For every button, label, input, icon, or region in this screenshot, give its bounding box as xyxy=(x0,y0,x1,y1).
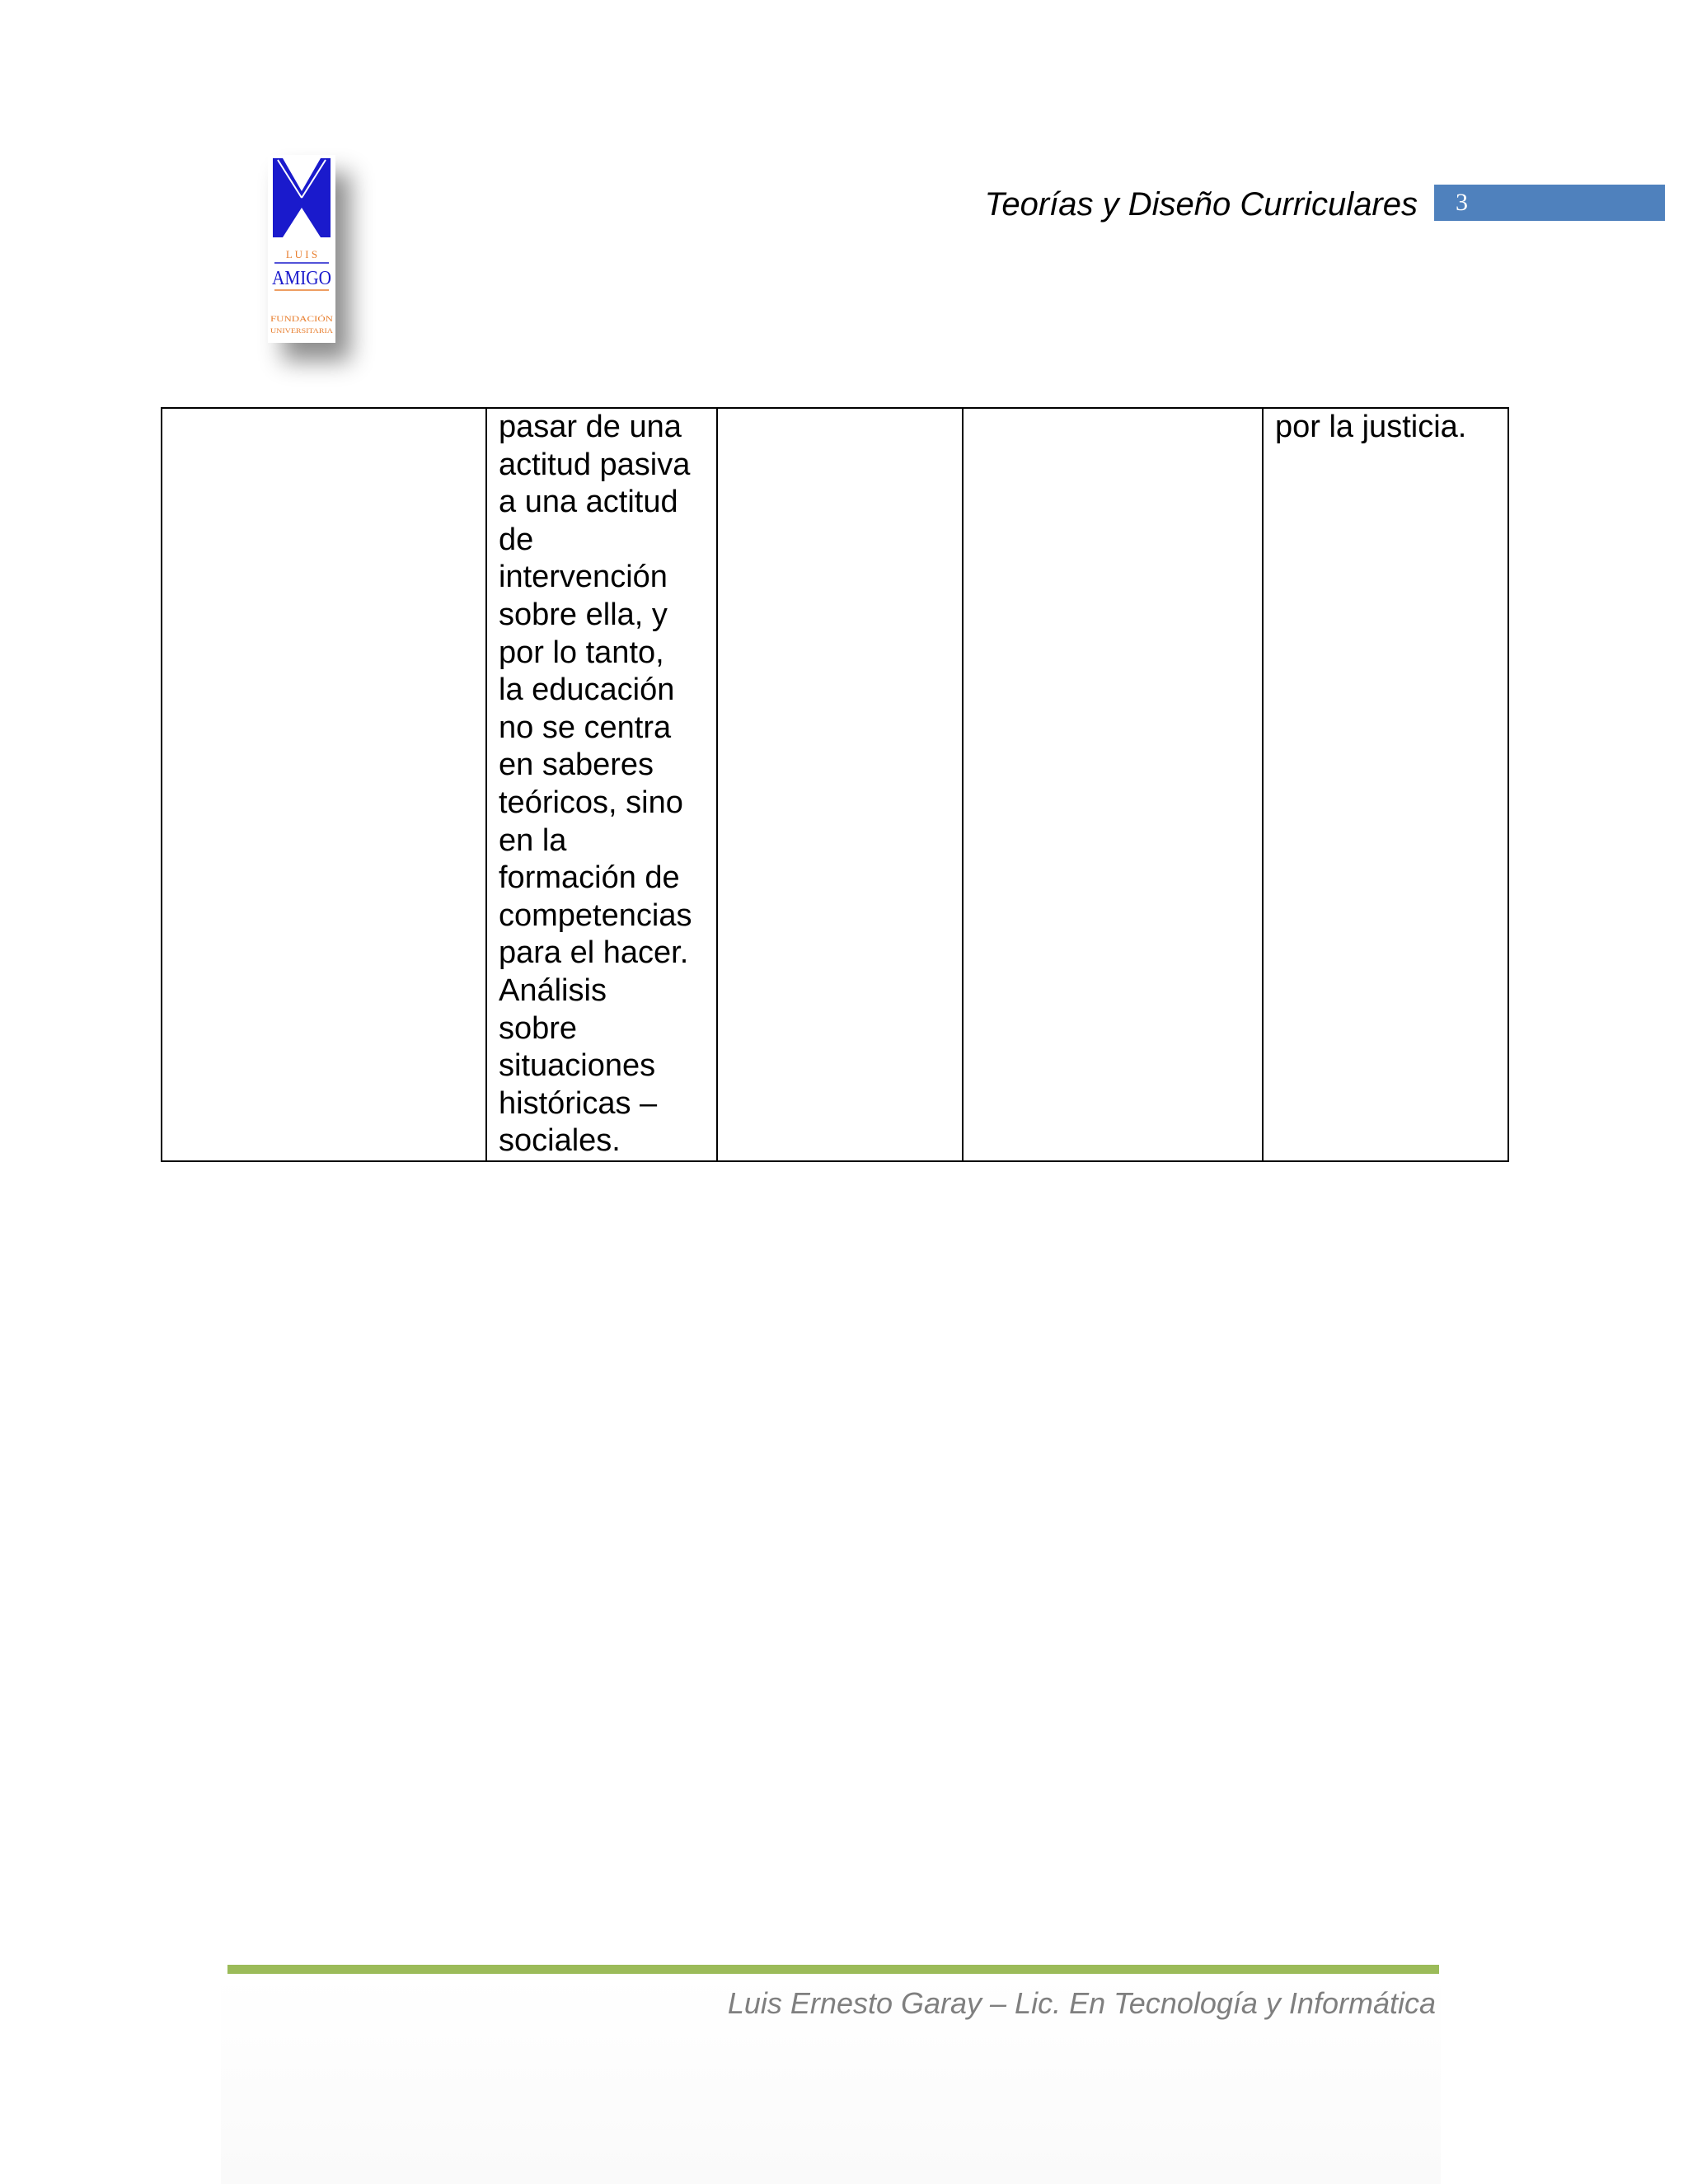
svg-text:L U I S: L U I S xyxy=(285,248,318,260)
svg-text:AMIGO: AMIGO xyxy=(272,268,331,289)
footer-text: Luis Ernesto Garay – Lic. En Tecnología y Informática xyxy=(727,1986,1436,2020)
footer-rule xyxy=(227,1965,1439,1974)
table-cell xyxy=(717,408,963,1161)
header-title: Teorías y Diseño Curriculares xyxy=(984,186,1418,223)
table-cell: por la justicia. xyxy=(1263,408,1508,1161)
page-number-badge xyxy=(1434,185,1665,221)
page-number: 3 xyxy=(1456,189,1468,216)
content-table xyxy=(161,407,1509,1162)
svg-text:UNIVERSITARIA: UNIVERSITARIA xyxy=(270,327,334,335)
table-cell xyxy=(162,408,486,1161)
logo xyxy=(268,155,335,343)
luis-amigo-logo-icon xyxy=(268,155,335,343)
table-cell xyxy=(963,408,1263,1161)
svg-text:FUNDACIÓN: FUNDACIÓN xyxy=(270,315,334,323)
table-row xyxy=(162,408,1508,1161)
table-cell: pasar de una actitud pasiva a una actitud de intervención sobre ella, y por lo tanto, la educación no se centra en saberes teóricos, sino en la formación de competencias para el hacer. Análisis sobre situaciones históricas – sociales. xyxy=(486,408,717,1161)
